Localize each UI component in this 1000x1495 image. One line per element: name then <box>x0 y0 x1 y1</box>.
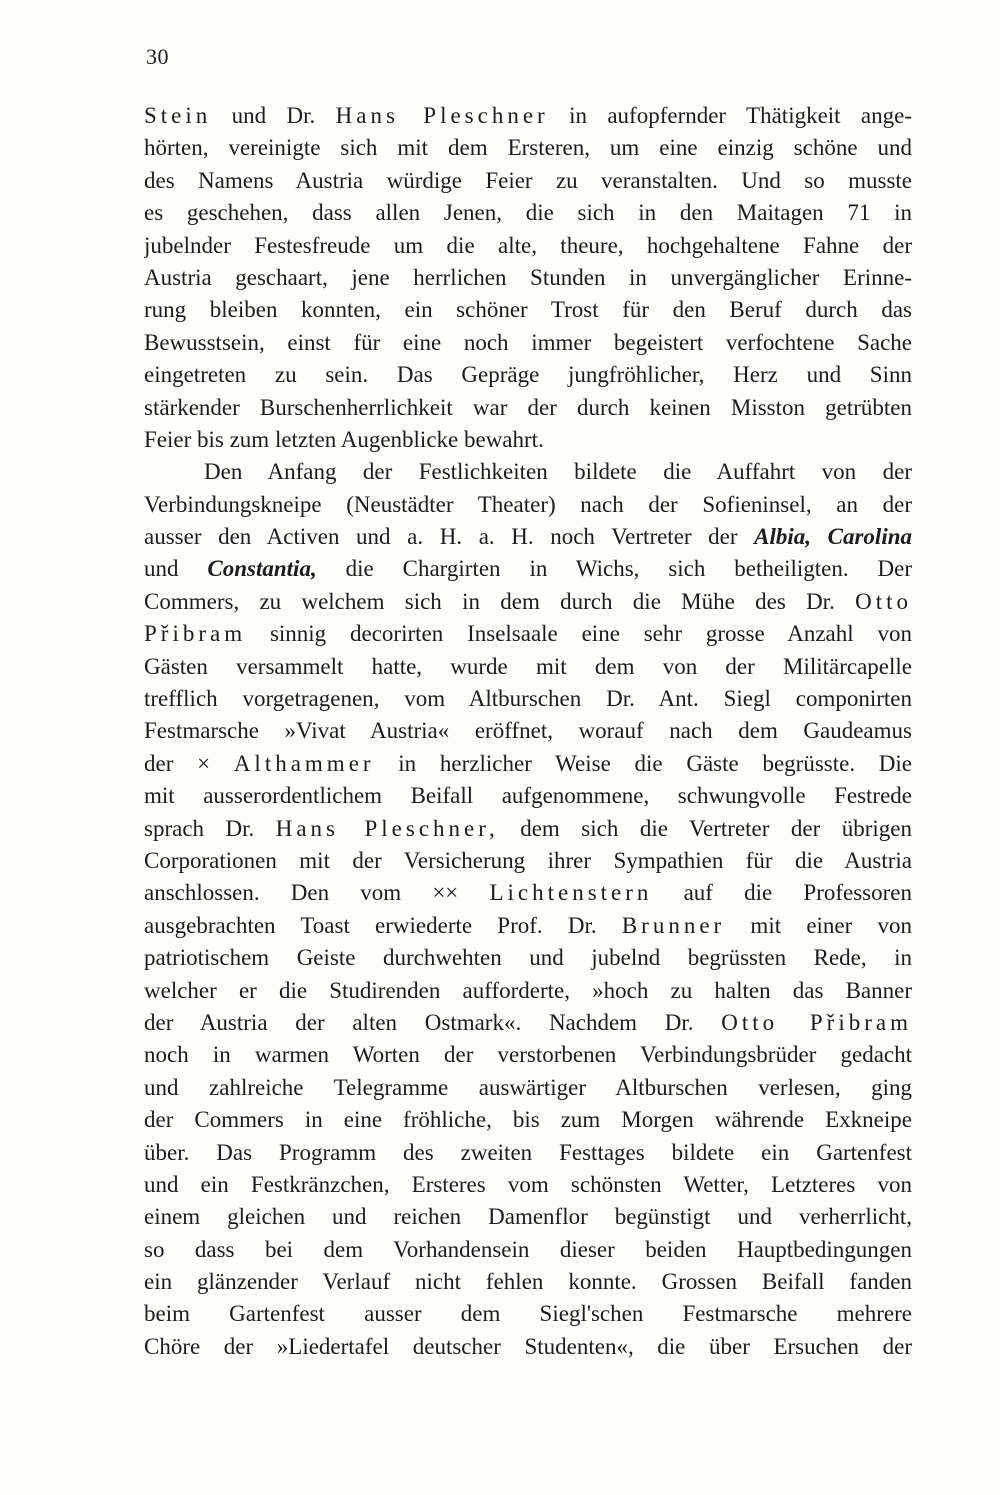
spaced-name: Lichtenstern <box>489 880 653 906</box>
text-line: so dass bei dem Vorhandensein dieser beiden Hauptbedingungen <box>144 1236 912 1262</box>
text-run: dem sich die Vertreter der übrigen <box>498 815 912 841</box>
text-line: es geschehen, dass allen Jenen, die sich in den Maitagen 71 in <box>144 200 912 226</box>
text-run: und <box>144 556 208 582</box>
body-text <box>144 100 912 1363</box>
text-line: einem gleichen und reichen Damenflor begünstigt und verherrlicht, <box>144 1204 912 1230</box>
text-run: anschlossen. Den vom ×× <box>144 880 490 906</box>
text-line: der Commers in eine fröhliche, bis zum Morgen währende Exkneipe <box>144 1107 912 1133</box>
text-line: des Namens Austria würdige Feier zu veranstalten. Und so musste <box>144 167 912 193</box>
text-run: mit einer von <box>725 912 912 938</box>
text-line <box>144 553 912 585</box>
text-line: und ein Festkränzchen, Ersteres vom schönsten Wetter, Letzteres von <box>144 1171 912 1197</box>
text-line: und zahlreiche Telegramme auswärtiger Altburschen verlesen, ging <box>144 1074 912 1100</box>
text-line: ein glänzender Verlauf nicht fehlen konnte. Grossen Beifall fanden <box>144 1269 912 1295</box>
italic-name: Albia, Carolina <box>754 524 912 550</box>
text-line: stärkender Burschenherrlichkeit war der durch keinen Misston getrübten <box>144 394 912 420</box>
text-line <box>144 618 912 650</box>
text-run: ausser den Activen und a. H. a. H. noch Vertreter der <box>144 524 755 550</box>
text-line: Den Anfang der Festlichkeiten bildete die Auffahrt von der <box>204 459 912 485</box>
spaced-name: Otto Přibram <box>721 1009 912 1035</box>
spaced-name: Brunner <box>621 912 726 938</box>
spaced-name: Althammer <box>233 750 375 776</box>
text-line: patriotischem Geiste durchwehten und jubelnd begrüssten Rede, in <box>144 945 912 971</box>
text-line: hörten, vereinigte sich mit dem Ersteren, um eine einzig schöne und <box>144 135 912 161</box>
text-run: ausgebrachten Toast erwiederte Prof. Dr. <box>144 912 622 938</box>
text-line <box>144 813 912 845</box>
spaced-name: Hans Pleschner, <box>275 815 499 841</box>
page-number: 30 <box>146 44 169 69</box>
text-line <box>144 521 912 553</box>
text-line: Austria geschaart, jene herrlichen Stunden in unvergänglicher Erinne- <box>144 264 912 290</box>
text-line: beim Gartenfest ausser dem Siegl'schen Festmarsche mehrere <box>144 1301 912 1327</box>
text-run: in aufopfernder Thätigkeit ange- <box>548 103 912 128</box>
text-line: Bewusstsein, einst für eine noch immer begeistert verfochtene Sache <box>144 329 912 355</box>
text-line: rung bleiben konnten, ein schöner Trost für den Beruf durch das <box>144 297 912 323</box>
text-line <box>144 910 912 942</box>
text-run: die Chargirten in Wichs, sich betheiligten. Der <box>316 556 912 582</box>
text-run: und Dr. <box>211 103 336 128</box>
text-line <box>144 877 912 909</box>
text-run: auf die Professoren <box>652 880 912 906</box>
text-line <box>144 1007 912 1039</box>
text-line <box>144 100 912 132</box>
text-run: in herzlicher Weise die Gäste begrüsste. Die <box>374 750 912 776</box>
spaced-name: Hans Pleschner <box>335 103 549 128</box>
text-line: jubelnder Festesfreude um die alte, theure, hochgehaltene Fahne der <box>144 232 912 258</box>
text-run: Commers, zu welchem sich in dem durch die Mühe des Dr. <box>144 588 856 614</box>
text-run: sprach Dr. <box>144 815 276 841</box>
text-run: der Austria der alten Ostmark«. Nachdem Dr. <box>144 1009 722 1035</box>
text-run: der × <box>144 750 234 776</box>
text-line: mit ausserordentlichem Beifall aufgenommene, schwungvolle Festrede <box>144 783 912 809</box>
text-line: eingetreten zu sein. Das Gepräge jungfröhlicher, Herz und Sinn <box>144 362 912 388</box>
text-line: über. Das Programm des zweiten Festtages bildete ein Gartenfest <box>144 1139 912 1165</box>
spaced-name: Přibram <box>144 621 247 647</box>
text-run: sinnig decorirten Inselsaale eine sehr grosse Anzahl von <box>246 621 912 647</box>
text-line: Gästen versammelt hatte, wurde mit dem von der Militärcapelle <box>144 653 912 679</box>
text-line: trefflich vorgetragenen, vom Altburschen Dr. Ant. Siegl componirten <box>144 686 912 712</box>
italic-name: Constantia, <box>207 556 317 582</box>
text-line: Festmarsche »Vivat Austria« eröffnet, worauf nach dem Gaudeamus <box>144 718 912 744</box>
text-line: Corporationen mit der Versicherung ihrer Sympathien für die Austria <box>144 847 912 873</box>
text-line <box>144 586 912 618</box>
text-line: Feier bis zum letzten Augenblicke bewahrt. <box>144 426 544 452</box>
spaced-name: Stein <box>144 103 212 128</box>
spaced-name: Otto <box>855 588 912 614</box>
text-line <box>144 748 912 780</box>
text-line: Verbindungskneipe (Neustädter Theater) nach der Sofieninsel, an der <box>144 491 912 517</box>
text-line: welcher er die Studirenden aufforderte, »hoch zu halten das Banner <box>144 977 912 1003</box>
text-line: noch in warmen Worten der verstorbenen Verbindungsbrüder gedacht <box>144 1042 912 1068</box>
text-line: Chöre der »Liedertafel deutscher Studenten«, die über Ersuchen der <box>144 1333 912 1359</box>
